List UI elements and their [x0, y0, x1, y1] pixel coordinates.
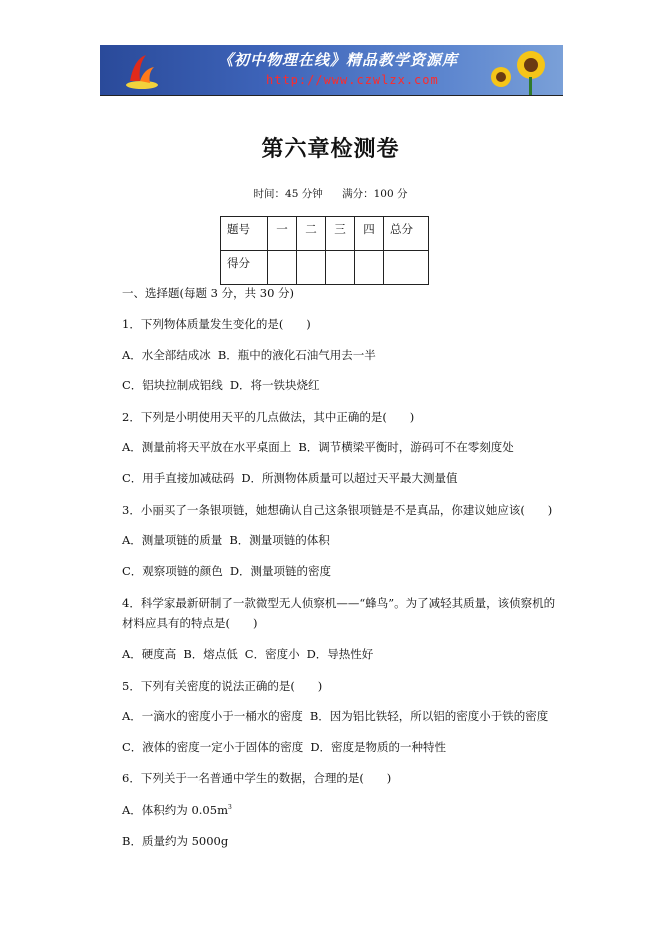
option: D．密度是物质的一种特性 — [310, 740, 447, 754]
option: A．水全部结成冰 — [122, 348, 211, 362]
section-heading: 一、选择题(每题 3 分，共 30 分) — [122, 286, 295, 300]
option: B．测量项链的体积 — [229, 533, 330, 547]
table-cell: 题号 — [221, 217, 268, 251]
table-row — [221, 217, 429, 251]
question-options — [122, 646, 373, 662]
superscript: 3 — [227, 804, 232, 812]
option: C．密度小 — [244, 647, 300, 661]
option: B．调节横梁平衡时，游码可不在零刻度处 — [298, 440, 514, 454]
option: B．瓶中的液化石油气用去一半 — [217, 348, 376, 362]
score-input-cell — [355, 251, 384, 285]
site-logo-icon — [122, 51, 162, 91]
score-input-cell — [268, 251, 297, 285]
table-cell: 二 — [297, 217, 326, 251]
question-options — [122, 563, 331, 579]
question-options — [122, 708, 548, 724]
question-options — [122, 739, 446, 755]
option: B．熔点低 — [183, 647, 238, 661]
score-input-cell — [326, 251, 355, 285]
header-rule — [100, 95, 563, 96]
question-option-a — [122, 802, 232, 818]
question-stem: 4．科学家最新研制了一款微型无人侦察机——“蜂鸟”。为了减轻其质量，该侦察机的 — [122, 596, 556, 610]
option: D．测量项链的密度 — [229, 564, 332, 578]
option: A．一滴水的密度小于一桶水的密度 — [122, 709, 303, 723]
question-stem: 3．小丽买了一条银项链，她想确认自己这条银项链是不是真品，你建议她应该( ) — [122, 503, 553, 517]
table-cell: 一 — [268, 217, 297, 251]
option: A．体积约为 0.05m — [122, 803, 228, 817]
option: B．因为铝比铁轻，所以铝的密度小于铁的密度 — [309, 709, 549, 723]
score-input-cell — [297, 251, 326, 285]
question-stem: 5．下列有关密度的说法正确的是( ) — [122, 679, 323, 693]
exam-meta — [0, 186, 661, 201]
banner-title: 《初中物理在线》精品教学资源库 — [218, 51, 459, 69]
option: A．测量前将天平放在水平桌面上 — [122, 440, 292, 454]
question-option-b: B．质量约为 5000g — [122, 834, 229, 848]
document-title: 第六章检测卷 — [261, 136, 400, 162]
table-cell: 三 — [326, 217, 355, 251]
option: A．测量项链的质量 — [122, 533, 223, 547]
table-cell: 总分 — [384, 217, 429, 251]
table-row — [221, 251, 429, 285]
question-stem: 6．下列关于一名普通中学生的数据，合理的是( ) — [122, 771, 392, 785]
table-cell: 四 — [355, 217, 384, 251]
sunflower-icon — [479, 47, 559, 95]
option: D．所测物体质量可以超过天平最大测量值 — [241, 471, 458, 485]
score-table — [220, 216, 429, 285]
option: C．铝块拉制成铝线 — [122, 378, 223, 392]
option: A．硬度高 — [122, 647, 177, 661]
question-stem: 1．下列物体质量发生变化的是( ) — [122, 317, 311, 331]
option: D．导热性好 — [306, 647, 374, 661]
question-options — [122, 347, 376, 363]
question-options — [122, 377, 320, 393]
question-stem: 2．下列是小明使用天平的几点做法，其中正确的是( ) — [122, 410, 415, 424]
score-input-cell — [384, 251, 429, 285]
exam-time: 时间：45 分钟 — [253, 188, 323, 200]
question-options — [122, 470, 458, 486]
question-options — [122, 439, 514, 455]
question-stem-continued: 材料应具有的特点是( ) — [122, 616, 258, 630]
header-banner — [100, 45, 563, 95]
option: C．液体的密度一定小于固体的密度 — [122, 740, 304, 754]
question-options — [122, 532, 330, 548]
option: C．观察项链的颜色 — [122, 564, 223, 578]
banner-url: http://www.czwlzx.com — [266, 73, 439, 87]
exam-score: 满分：100 分 — [342, 188, 408, 200]
option: C．用手直接加减砝码 — [122, 471, 235, 485]
table-cell: 得分 — [221, 251, 268, 285]
option: D．将一铁块烧红 — [229, 378, 320, 392]
